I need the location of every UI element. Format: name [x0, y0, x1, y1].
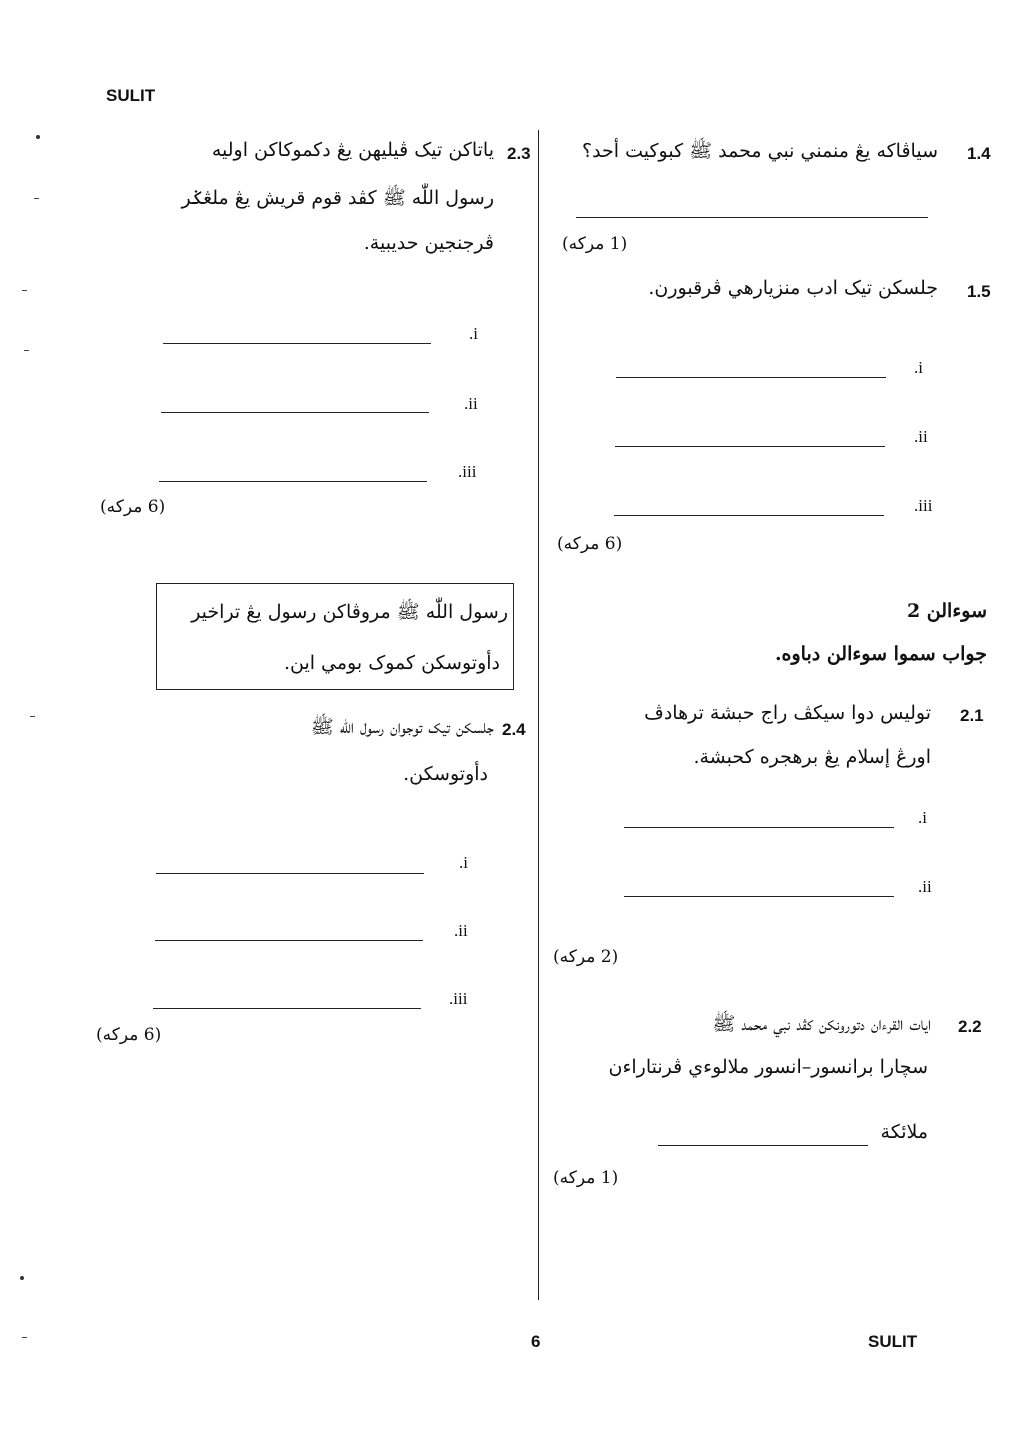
item-label-1-5-iii: .iii — [914, 496, 933, 515]
answer-line-1-5-iii[interactable] — [614, 515, 884, 516]
scan-speck — [24, 350, 29, 351]
item-label-1-5-ii: .ii — [914, 427, 928, 446]
question-2-4-line2: دأوتوسكن. — [403, 763, 488, 785]
answer-line-2-4-ii[interactable] — [155, 940, 423, 941]
question-number-1-4: 1.4 — [967, 144, 991, 163]
question-2-1-line2: اورڠ إسلام يڠ برهجره كحبشة. — [693, 746, 931, 768]
column-divider — [538, 130, 539, 1300]
scan-speck — [34, 198, 39, 199]
question-1-4-text: سياڤاكه يڠ منمني نبي محمد ﷺ كبوكيت أحد؟ — [581, 140, 938, 162]
section-2-instruction: جواب سموا سوءالن دباوه. — [774, 643, 987, 665]
question-number-2-3: 2.3 — [507, 144, 531, 163]
item-label-2-1-i: .i — [918, 808, 927, 827]
answer-line-2-2[interactable] — [658, 1145, 868, 1146]
item-label-2-3-iii: .iii — [458, 462, 477, 481]
marks-1-4: (1 مركه) — [562, 234, 628, 254]
marks-2-1: (2 مركه) — [553, 947, 619, 967]
header-label: SULIT — [106, 86, 156, 105]
note-box-line2: دأوتوسكن كموک بومي اين. — [283, 652, 500, 674]
question-1-5-text: جلسكن تيک ادب منزيارهي ڤرقبورن. — [648, 277, 938, 299]
page-number: 6 — [531, 1332, 541, 1351]
marks-2-2: (1 مركه) — [553, 1168, 619, 1188]
question-2-3-line2: رسول اللّٰه ﷺ كڤد قوم قريش يڠ ملڠݢر — [181, 187, 494, 209]
question-2-2-line1: ايات القرءان دتورونكن كڤد نبي محمد ﷺ — [712, 1013, 931, 1035]
marks-2-4: (6 مركه) — [96, 1025, 162, 1045]
section-2-title: سوءالن 2 — [906, 600, 987, 622]
question-2-4-line1: جلسكن تيک توجوان رسول اللّٰه ﷺ — [310, 716, 494, 738]
scan-speck — [22, 290, 27, 291]
answer-line-2-3-ii[interactable] — [161, 412, 429, 413]
marks-1-5: (6 مركه) — [557, 534, 623, 554]
item-label-2-4-i: .i — [459, 853, 468, 872]
question-number-2-2: 2.2 — [958, 1017, 982, 1036]
scan-speck — [20, 1276, 24, 1280]
answer-line-2-1-i[interactable] — [624, 827, 894, 828]
answer-line-2-1-ii[interactable] — [624, 896, 894, 897]
item-label-2-3-i: .i — [469, 324, 478, 343]
item-label-2-4-ii: .ii — [454, 921, 468, 940]
answer-line-1-5-i[interactable] — [616, 377, 886, 378]
item-label-1-5-i: .i — [914, 358, 923, 377]
question-number-1-5: 1.5 — [967, 282, 991, 301]
question-2-2-line2: سچارا برانسور–انسور ملالوءي ڤرنتارا‌ءن — [608, 1056, 928, 1078]
scan-speck — [22, 1337, 27, 1338]
question-2-1-line1: توليس دوا سيكڤ راج حبشة ترهادڤ — [644, 702, 931, 724]
answer-line-1-4[interactable] — [576, 217, 928, 218]
answer-line-2-4-i[interactable] — [156, 873, 424, 874]
note-box-line1: رسول اللّٰه ﷺ مروڤاكن رسول يڠ تراخير — [191, 601, 508, 623]
item-label-2-3-ii: .ii — [464, 394, 478, 413]
answer-line-2-4-iii[interactable] — [153, 1008, 421, 1009]
question-2-3-line1: ياتاكن تيک ڤيليهن يڠ دكموكاكن اوليه — [211, 139, 494, 161]
question-number-2-4: 2.4 — [502, 720, 526, 739]
question-number-2-1: 2.1 — [960, 706, 984, 725]
question-2-3-line3: ڤرجنجين حديبية. — [363, 232, 494, 254]
footer-label: SULIT — [868, 1332, 918, 1351]
question-2-2-blank-label: ملائكة — [880, 1121, 928, 1143]
answer-line-2-3-iii[interactable] — [159, 481, 427, 482]
item-label-2-4-iii: .iii — [449, 989, 468, 1008]
answer-line-2-3-i[interactable] — [163, 343, 431, 344]
answer-line-1-5-ii[interactable] — [615, 446, 885, 447]
scan-speck — [36, 135, 40, 139]
scan-speck — [30, 716, 35, 717]
item-label-2-1-ii: .ii — [918, 877, 932, 896]
marks-2-3: (6 مركه) — [100, 497, 166, 517]
